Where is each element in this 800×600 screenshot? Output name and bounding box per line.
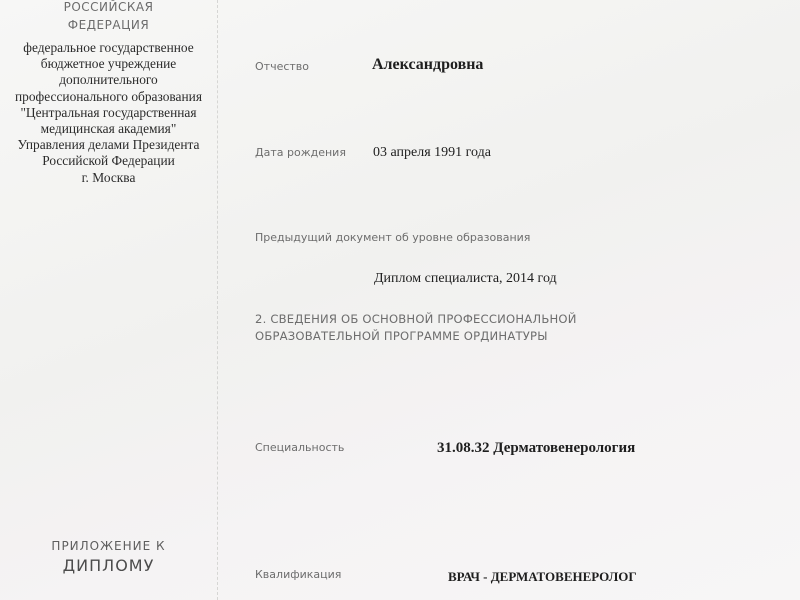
institution-line-8: Российской Федерации xyxy=(42,153,175,169)
left-column xyxy=(0,0,217,600)
institution-line-5: "Центральная государственная xyxy=(20,104,197,120)
appendix-title-line-2: ДИПЛОМУ xyxy=(62,556,155,575)
specialty-label: Специальность xyxy=(255,441,345,454)
institution-line-9: г. Москва xyxy=(81,169,136,185)
previous-document-label: Предыдущий документ об уровне образования xyxy=(255,231,531,244)
column-divider xyxy=(217,0,218,600)
country-header xyxy=(0,0,217,34)
institution-line-2: бюджетное учреждение xyxy=(40,56,177,72)
qualification-value: ВРАЧ - ДЕРМАТОВЕНЕРОЛОГ xyxy=(448,569,637,584)
institution-line-7: Управления делами Президента xyxy=(17,137,200,153)
birthdate-value: 03 апреля 1991 года xyxy=(373,145,491,160)
section-2-heading xyxy=(255,311,577,345)
previous-document-value: Диплом специалиста, 2014 год xyxy=(374,271,557,286)
qualification-label: Квалификация xyxy=(255,568,342,581)
section-2-heading-line-1: 2. СВЕДЕНИЯ ОБ ОСНОВНОЙ ПРОФЕССИОНАЛЬНОЙ xyxy=(255,312,577,326)
patronymic-value: Александровна xyxy=(372,56,484,73)
patronymic-label: Отчество xyxy=(255,60,310,73)
institution-line-4: профессионального образования xyxy=(15,88,202,104)
appendix-title-line-1: ПРИЛОЖЕНИЕ К xyxy=(51,539,166,553)
section-2-heading-line-2: ОБРАЗОВАТЕЛЬНОЙ ПРОГРАММЕ ОРДИНАТУРЫ xyxy=(255,329,548,343)
institution-line-6: медицинская академия" xyxy=(40,121,177,137)
institution-line-1: федеральное государственное xyxy=(23,40,194,55)
specialty-value: 31.08.32 Дерматовенерология xyxy=(437,440,636,456)
birthdate-label: Дата рождения xyxy=(255,146,346,159)
country-line-1: РОССИЙСКАЯ xyxy=(63,0,154,14)
country-line-2: ФЕДЕРАЦИЯ xyxy=(67,18,150,32)
institution-line-3: дополнительного xyxy=(59,72,158,88)
institution-name xyxy=(0,40,217,186)
